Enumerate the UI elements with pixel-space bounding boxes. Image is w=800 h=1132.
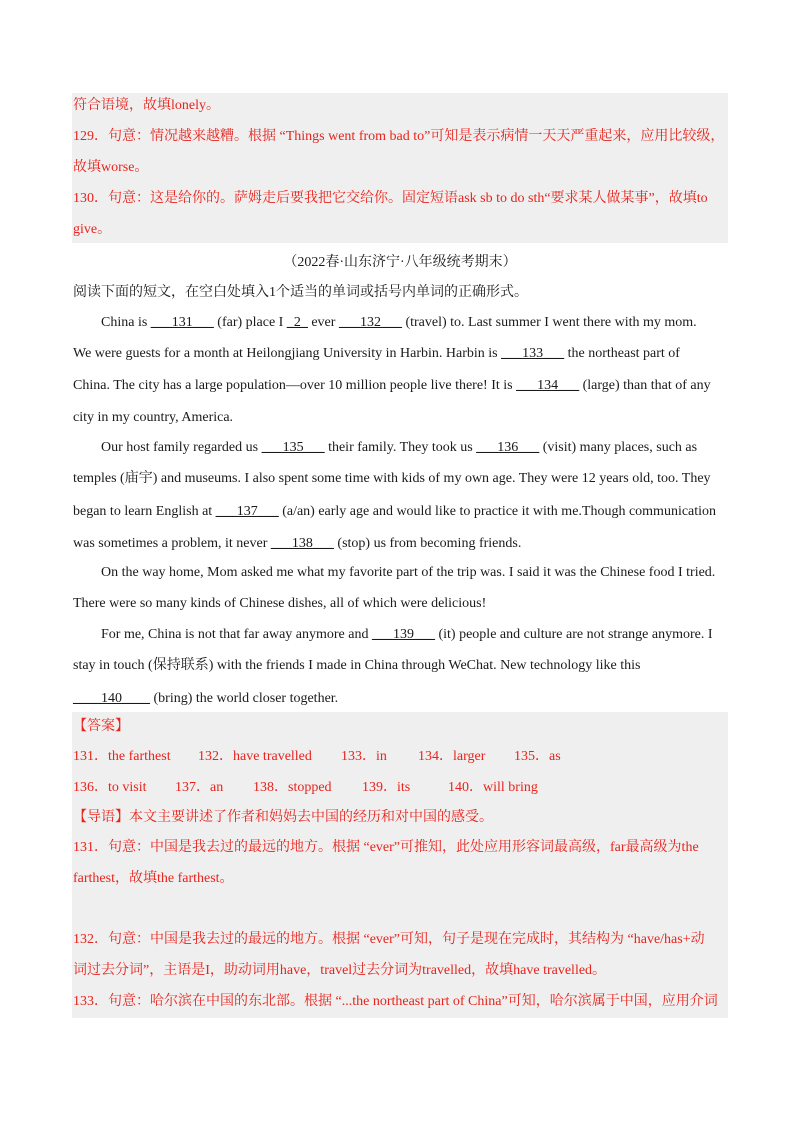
answer-item: 136．to visit bbox=[73, 780, 147, 795]
section-source: （2022春·山东济宁·八年级统考期末） bbox=[283, 255, 517, 270]
answer-item: 140．will bring bbox=[448, 780, 538, 795]
passage-line: We were guests for a month at Heilongjiang University in Harbin. Harbin is ___133___ the northeast part of bbox=[73, 346, 680, 361]
explanation-line: 词过去分词”，主语是I，助动词用have，travel过去分词为travelled，故填have travelled。 bbox=[73, 963, 607, 978]
answer-row bbox=[73, 747, 561, 767]
blank-135: ___135___ bbox=[261, 440, 325, 455]
blank-131: ___131___ bbox=[150, 315, 214, 330]
blank-marker: _2_ bbox=[286, 315, 308, 330]
answer-item: 135．as bbox=[514, 749, 561, 764]
explanation-line: 符合语境，故填lonely。 bbox=[73, 98, 220, 113]
passage-line: ____140____ (bring) the world closer together. bbox=[73, 691, 339, 706]
blank-136: ___136___ bbox=[476, 440, 540, 455]
answer-label: 【答案】 bbox=[73, 719, 129, 734]
explanation-line: 131．句意：中国是我去过的最远的地方。根据 “ever”可推知，此处应用形容词最高级，far最高级为the bbox=[73, 840, 699, 855]
passage-line: was sometimes a problem, it never ___138___ (stop) us from becoming friends. bbox=[73, 536, 522, 551]
explanation-line: 133．句意：哈尔滨在中国的东北部。根据 “...the northeast part of China”可知，哈尔滨属于中国，应用介词 bbox=[73, 994, 718, 1009]
passage-line: There were so many kinds of Chinese dishes, all of which were delicious! bbox=[73, 596, 487, 611]
guide-text: 【导语】本文主要讲述了作者和妈妈去中国的经历和对中国的感受。 bbox=[73, 810, 493, 825]
passage-line: For me, China is not that far away anymore and ___139___ (it) people and culture are not strange anymore. I bbox=[101, 627, 713, 642]
explanation-line: 130．句意：这是给你的。萨姆走后要我把它交给你。固定短语ask sb to do sth“要求某人做某事”，故填to bbox=[73, 191, 708, 206]
blank-134: ___134___ bbox=[516, 378, 580, 393]
blank-139: ___139___ bbox=[371, 627, 435, 642]
blank-137: ___137___ bbox=[215, 504, 279, 519]
passage-line: temples (庙宇) and museums. I also spent some time with kids of my own age. They were 12 years old, too. They bbox=[73, 471, 711, 486]
passage-line: Our host family regarded us ___135___ their family. They took us ___136___ (visit) many places, such as bbox=[101, 440, 698, 455]
passage-line: began to learn English at ___137___ (a/an) early age and would like to practice it with me.Though communication bbox=[73, 504, 717, 519]
blank-138: ___138___ bbox=[270, 536, 334, 551]
answer-item: 137．an bbox=[175, 780, 224, 795]
answer-item: 138．stopped bbox=[253, 780, 332, 795]
blank-133: ___133___ bbox=[501, 346, 565, 361]
answer-item: 134．larger bbox=[418, 749, 486, 764]
instruction: 阅读下面的短文，在空白处填入1个适当的单词或括号内单词的正确形式。 bbox=[73, 285, 528, 300]
explanation-line: 132．句意：中国是我去过的最远的地方。根据 “ever”可知，句子是现在完成时，其结构为 “have/has+动 bbox=[73, 932, 705, 947]
blank-132: ___132___ bbox=[338, 315, 402, 330]
passage-line: city in my country, America. bbox=[73, 410, 234, 425]
explanation-line: 129．句意：情况越来越糟。根据 “Things went from bad to”可知是表示病情一天天严重起来，应用比较级， bbox=[73, 129, 725, 144]
answer-row bbox=[73, 778, 538, 798]
blank-140: ____140____ bbox=[73, 691, 150, 706]
explanation-line: farthest，故填the farthest。 bbox=[73, 871, 234, 886]
passage-line: On the way home, Mom asked me what my favorite part of the trip was. I said it was the Chinese food I tried. bbox=[101, 565, 716, 580]
passage-line: China is ___131___ (far) place I _2_ ever ___132___ (travel) to. Last summer I went there with my mom. bbox=[101, 315, 697, 330]
answer-item: 133．in bbox=[341, 749, 387, 764]
passage-line: stay in touch (保持联系) with the friends I made in China through WeChat. New technology like this bbox=[73, 658, 641, 673]
answer-item: 139．its bbox=[362, 780, 411, 795]
explanation-line: give。 bbox=[73, 222, 112, 237]
answer-item: 132．have travelled bbox=[198, 749, 312, 764]
explanation-line: 故填worse。 bbox=[73, 160, 149, 175]
passage-line: China. The city has a large population—over 10 million people live there! It is ___134___ (large) than that of any bbox=[73, 378, 711, 393]
answer-item: 131．the farthest bbox=[73, 749, 171, 764]
